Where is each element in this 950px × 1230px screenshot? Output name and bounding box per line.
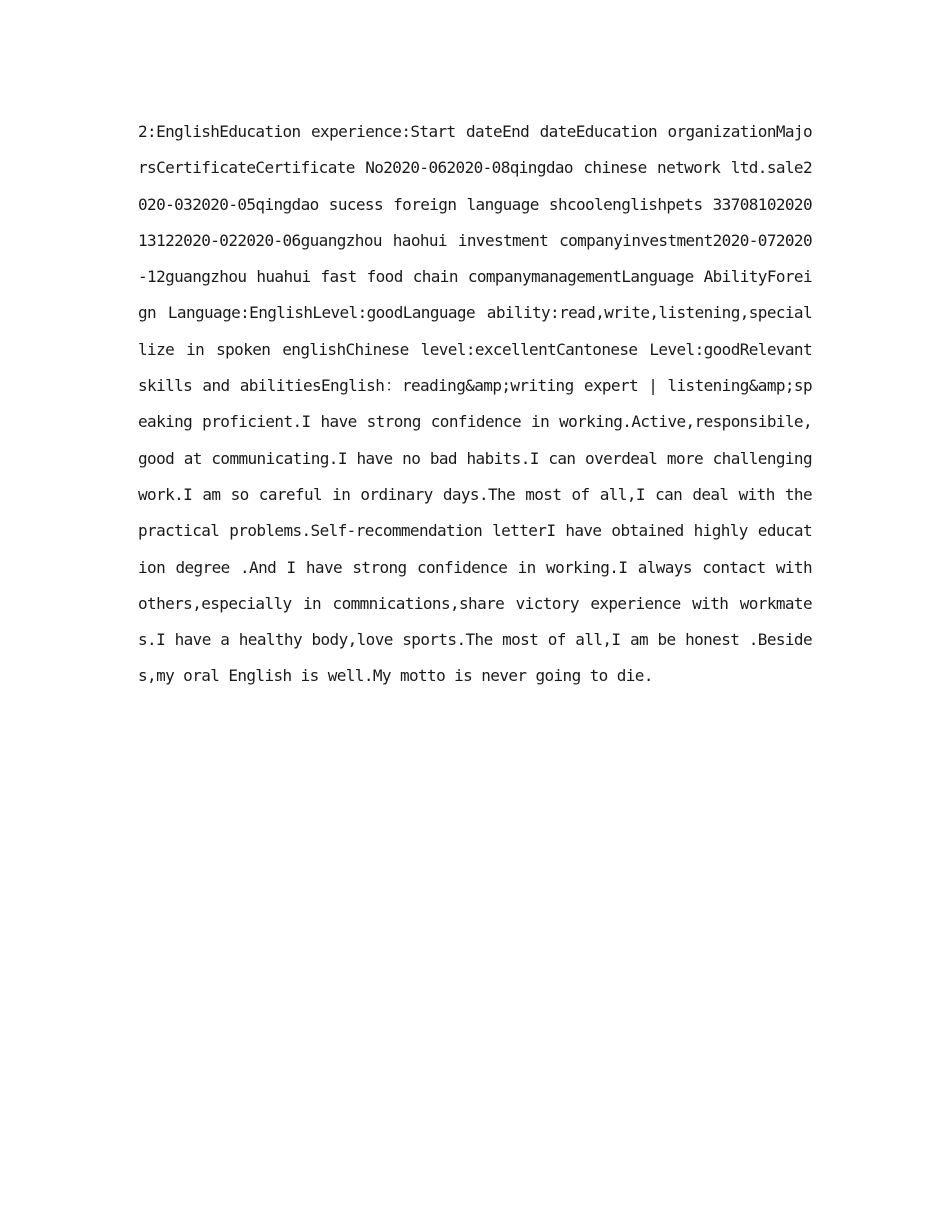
body-text: 2:EnglishEducation experience:Start dateEnd dateEducation organizationMajorsCertificateCertificate No2020-062020-08qingdao chinese network ltd.sale2020-032020-05qingdao sucess foreign language shcoolenglishpets 3370810202013122020-022020-06guangzhou haohui investment companyinvestment2020-072020-12guangzhou huahui fast food chain companymanagementLanguage AbilityForeign Language:EnglishLevel:goodLanguage ability:read,write,listening,speciallize in spoken englishChinese level:excellentCantonese Level:goodRelevant skills and abilitiesEnglish：reading&amp;writing expert | listening&amp;speaking proficient.I have strong confidence in working.Active,responsibile,good at communicating.I have no bad habits.I can overdeal more challenging work.I am so careful in ordinary days.The most of all,I can deal with the practical problems.Self-recommendation letterI have obtained highly education degree .And I have strong confidence in working.I always contact with others,especially in commnications,share victory experience with workmates.I have a healthy body,love sports.The most of all,I am be honest .Besides,my oral English is well.My motto is never going to die.: [138, 122, 812, 686]
